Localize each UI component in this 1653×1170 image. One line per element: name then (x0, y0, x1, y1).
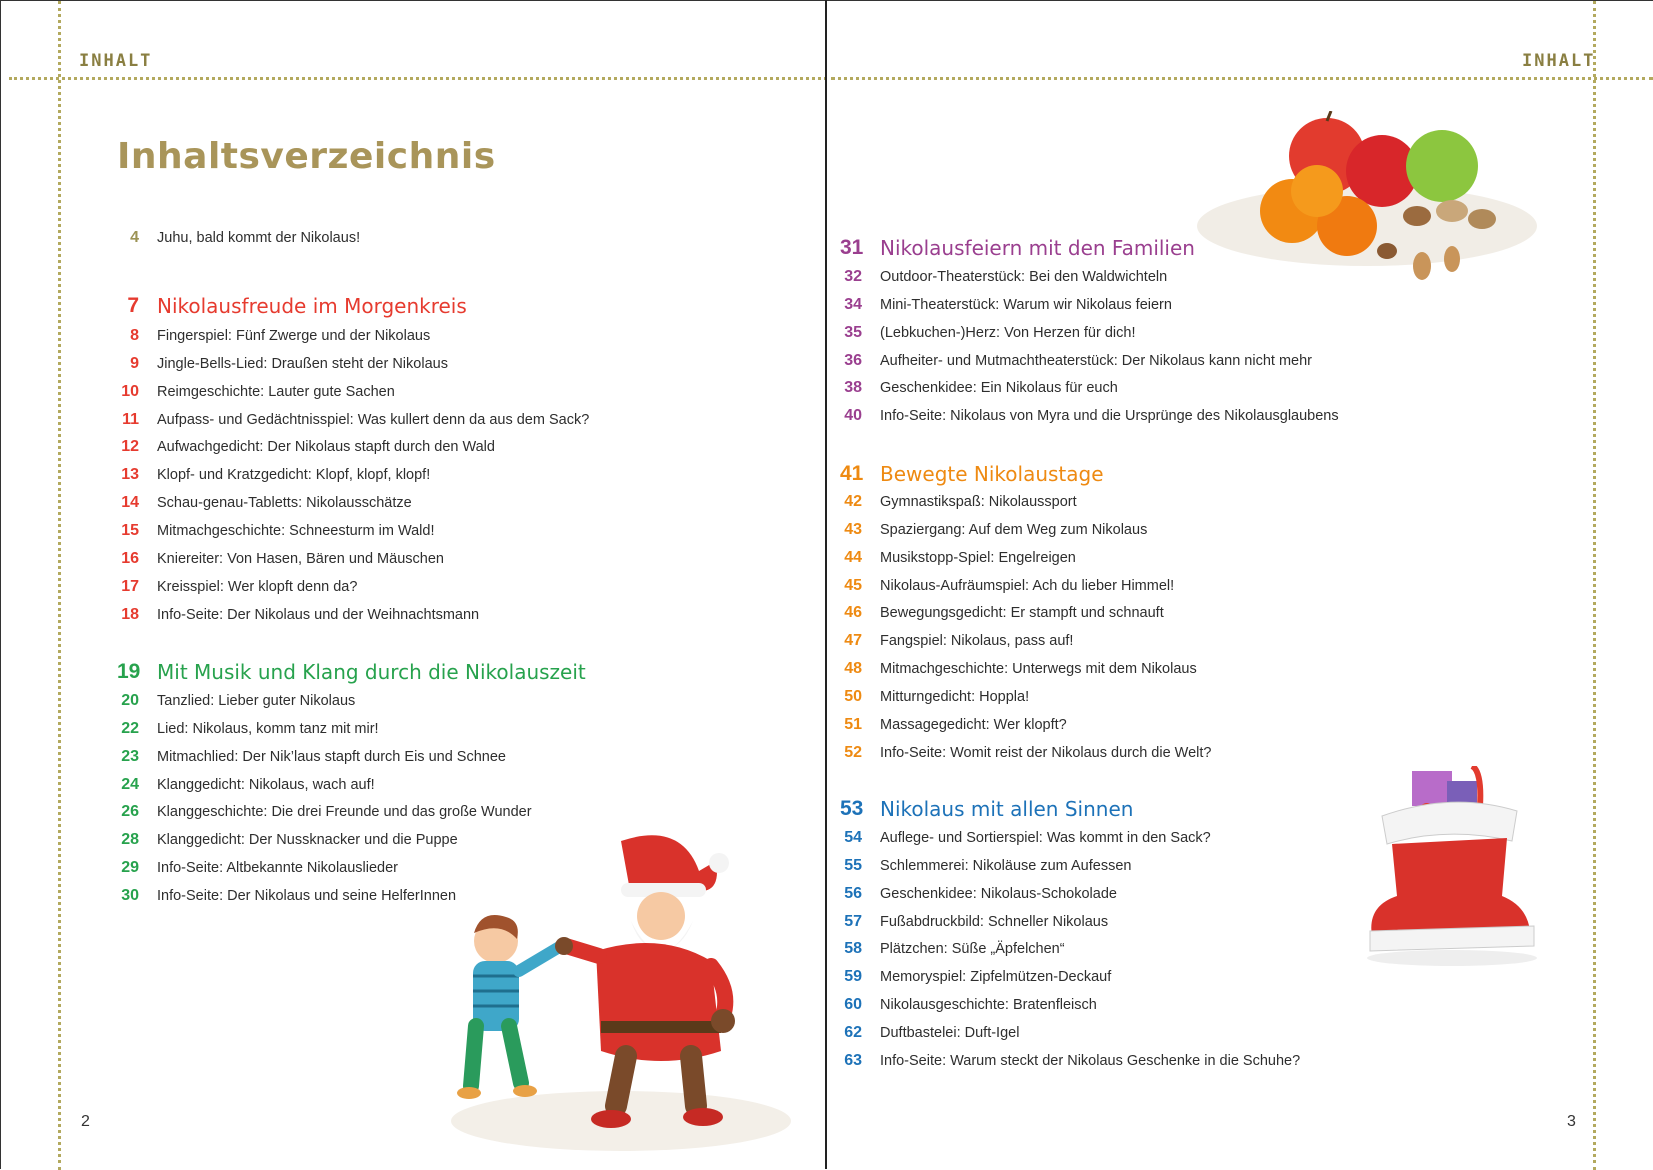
nikolaus-dancing-illustration (431, 821, 811, 1161)
entry-title: Klanggedicht: Nikolaus, wach auf! (157, 776, 375, 793)
nut (1377, 243, 1397, 259)
entry-title: Klanggedicht: Der Nussknacker und die Puppe (157, 832, 458, 849)
margin-dotted-rule (1593, 1, 1596, 1170)
page-number: 2 (81, 1113, 90, 1130)
apple-green (1406, 130, 1478, 202)
entry-page-number: 34 (844, 295, 862, 313)
entry-page-number: 36 (844, 351, 862, 369)
entry-title: Info-Seite: Altbekannte Nikolauslieder (157, 860, 399, 877)
entry-page-number: 8 (130, 327, 139, 344)
entry-page-number: 23 (121, 747, 139, 765)
nikolaus-face (637, 892, 685, 940)
entry-title: Mitturngedicht: Hoppla! (880, 688, 1030, 705)
right-page (827, 0, 1653, 1169)
header-dotted-rule (9, 77, 827, 80)
entry-title: Fußabdruckbild: Schneller Nikolaus (880, 913, 1109, 930)
entry-page-number: 26 (121, 803, 139, 821)
section-title: Mit Musik und Klang durch die Nikolauszeit (157, 660, 586, 684)
entry-title: Jingle-Bells-Lied: Draußen steht der Nikolaus (157, 355, 448, 372)
entry-page-number: 52 (844, 743, 862, 761)
margin-dotted-rule (58, 1, 61, 1170)
entry-page-number: 56 (844, 884, 862, 902)
entry-title: Memoryspiel: Zipfelmützen-Deckauf (880, 969, 1112, 986)
entry-title: Nikolaus-Aufräumspiel: Ach du lieber Himmel! (880, 577, 1175, 594)
entry-title: Fingerspiel: Fünf Zwerge und der Nikolaus (157, 328, 431, 344)
entry-page-number: 9 (130, 354, 139, 372)
section-title: Nikolaus mit allen Sinnen (880, 797, 1134, 821)
entry-title: Nikolausgeschichte: Bratenfleisch (880, 997, 1097, 1014)
entry-title: Aufheiter- und Mutmachtheaterstück: Der Nikolaus kann nicht mehr (880, 352, 1312, 369)
boot-cuff (1382, 802, 1517, 844)
section-page-number: 19 (117, 660, 141, 683)
page-number: 3 (1567, 1113, 1576, 1130)
entry-page-number: 58 (844, 940, 862, 958)
entry-title: Bewegungsgedicht: Er stampft und schnauft (880, 605, 1164, 622)
section-page-number: 31 (840, 236, 864, 259)
page-title: Inhaltsverzeichnis (117, 136, 496, 177)
entry-title: (Lebkuchen-)Herz: Von Herzen für dich! (880, 324, 1136, 341)
entry-title: Kreisspiel: Wer klopft denn da? (157, 578, 358, 595)
entry-title: Info-Seite: Warum steckt der Nikolaus Geschenke in die Schuhe? (880, 1052, 1301, 1069)
entry-page-number: 50 (844, 687, 862, 705)
entry-page-number: 63 (844, 1051, 862, 1069)
entry-title: Lied: Nikolaus, komm tanz mit mir! (157, 720, 379, 737)
entry-page-number: 20 (121, 692, 139, 709)
peanut (1444, 246, 1460, 272)
entry-page-number: 47 (844, 632, 862, 650)
entry-title: Massagegedicht: Wer klopft? (880, 716, 1067, 733)
section-page-number: 41 (840, 462, 864, 485)
nut (1403, 206, 1431, 226)
entry-page-number: 32 (844, 268, 862, 285)
section-page-number: 7 (127, 294, 139, 317)
entry-page-number: 13 (121, 466, 139, 484)
entry-title: Spaziergang: Auf dem Weg zum Nikolaus (880, 521, 1148, 538)
entry-page-number: 15 (121, 521, 139, 539)
entry-title: Info-Seite: Nikolaus von Myra und die Ursprünge des Nikolausglaubens (880, 408, 1339, 425)
gift-box (1412, 771, 1452, 806)
entry-page-number: 43 (844, 520, 862, 538)
entry-page-number: 28 (121, 831, 139, 849)
entry-page-number: 14 (121, 494, 139, 512)
entry-page-number: 29 (121, 859, 139, 877)
entry-page-number: 59 (844, 968, 862, 986)
entry-title: Info-Seite: Der Nikolaus und der Weihnachtsmann (157, 606, 480, 623)
entry-title: Outdoor-Theaterstück: Bei den Waldwichteln (880, 269, 1168, 285)
section-title: Nikolausfeiern mit den Familien (880, 236, 1195, 260)
entry-page-number: 18 (121, 605, 139, 623)
section-page-number: 53 (840, 797, 864, 820)
entry-page-number: 42 (844, 493, 862, 510)
entry-title: Mitmachlied: Der Nik’laus stapft durch Eis und Schnee (157, 748, 506, 765)
entry-page-number: 57 (844, 912, 862, 930)
entry-page-number: 60 (844, 996, 862, 1014)
nut (1436, 200, 1468, 222)
entry-page-number: 46 (844, 604, 862, 622)
entry-title: Info-Seite: Womit reist der Nikolaus durch die Welt? (880, 744, 1212, 761)
boy-legs (471, 1026, 521, 1086)
entry-page-number: 11 (122, 410, 139, 428)
header-label: INHALT (1522, 51, 1596, 71)
entry-title: Aufwachgedicht: Der Nikolaus stapft durch den Wald (157, 439, 495, 456)
entry-page-number: 45 (844, 576, 862, 594)
entry-title: Tanzlied: Lieber guter Nikolaus (157, 693, 356, 709)
entry-page-number: 38 (844, 379, 862, 397)
entry-page-number: 4 (130, 229, 139, 246)
entry-title: Fangspiel: Nikolaus, pass auf! (880, 633, 1074, 650)
nikolaus-coat (596, 943, 721, 1061)
entry-page-number: 22 (121, 719, 139, 737)
entry-page-number: 12 (121, 438, 139, 456)
header-dotted-rule (831, 77, 1653, 80)
entry-title: Duftbastelei: Duft-Igel (880, 1024, 1020, 1041)
entry-title: Aufpass- und Gedächtnisspiel: Was kullert denn da aus dem Sack? (157, 411, 590, 428)
entry-title: Auflege- und Sortierspiel: Was kommt in den Sack? (880, 830, 1211, 846)
entry-page-number: 62 (844, 1023, 862, 1041)
entry-page-number: 35 (844, 323, 862, 341)
boy-arm (519, 946, 561, 971)
entry-title: Kniereiter: Von Hasen, Bären und Mäuschen (157, 550, 444, 567)
boot (1371, 838, 1530, 936)
entry-title: Geschenkidee: Nikolaus-Schokolade (880, 885, 1117, 902)
entry-title: Klanggeschichte: Die drei Freunde und das große Wunder (157, 804, 532, 821)
section-title: Bewegte Nikolaustage (880, 462, 1104, 486)
entry-title: Mini-Theaterstück: Warum wir Nikolaus feiern (880, 296, 1172, 313)
tangerine (1291, 165, 1343, 217)
entry-page-number: 10 (121, 382, 139, 400)
entry-title: Klopf- und Kratzgedicht: Klopf, klopf, klopf! (157, 467, 431, 484)
boot-sole (1370, 926, 1534, 951)
entry-title: Musikstopp-Spiel: Engelreigen (880, 549, 1076, 566)
entry-page-number: 54 (844, 829, 862, 846)
entry-page-number: 16 (121, 549, 139, 567)
entry-title: Plätzchen: Süße „Äpfelchen“ (880, 941, 1065, 958)
entry-page-number: 40 (844, 407, 862, 425)
entry-title: Mitmachgeschichte: Schneesturm im Wald! (157, 522, 435, 539)
entry-page-number: 44 (844, 548, 862, 566)
entry-title: Info-Seite: Der Nikolaus und seine HelferInnen (157, 887, 457, 904)
nikolaus-boot-illustration (1352, 766, 1552, 971)
entry-page-number: 55 (844, 856, 862, 874)
entry-page-number: 51 (844, 715, 862, 733)
entry-title: Gymnastikspaß: Nikolaussport (880, 494, 1077, 510)
entry-page-number: 30 (121, 886, 139, 904)
entry-page-number: 17 (121, 577, 139, 595)
entry-title: Juhu, bald kommt der Nikolaus! (157, 230, 361, 246)
fruit-illustration (1187, 111, 1537, 311)
entry-title: Schlemmerei: Nikoläuse zum Aufessen (880, 857, 1132, 874)
nut (1468, 209, 1496, 229)
section-title: Nikolausfreude im Morgenkreis (157, 294, 467, 318)
left-page (0, 0, 826, 1169)
entry-title: Reimgeschichte: Lauter gute Sachen (157, 383, 395, 400)
entry-title: Geschenkidee: Ein Nikolaus für euch (880, 380, 1118, 397)
header-label: INHALT (79, 51, 153, 71)
peanut (1413, 252, 1431, 280)
entry-title: Mitmachgeschichte: Unterwegs mit dem Nikolaus (880, 661, 1197, 678)
entry-page-number: 24 (121, 775, 139, 793)
entry-title: Schau-genau-Tabletts: Nikolausschätze (157, 495, 412, 512)
entry-page-number: 48 (844, 660, 862, 678)
